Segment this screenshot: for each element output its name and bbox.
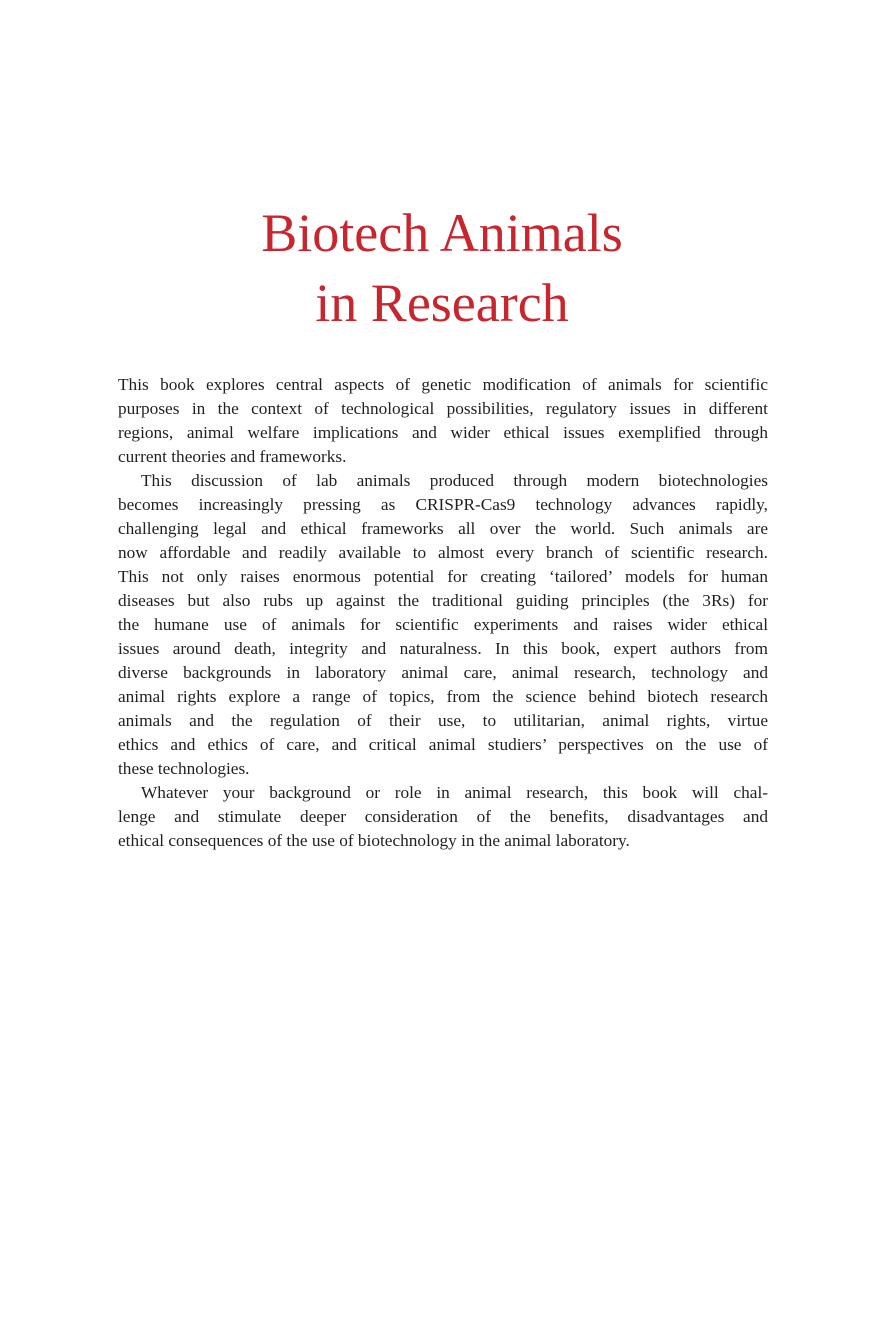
text-line: the humane use of animals for scientific experiments and raises wider ethical (118, 615, 768, 634)
text-line: these technologies. (118, 759, 250, 778)
text-line: animals and the regulation of their use, to utilitarian, animal rights, virtue (118, 711, 768, 730)
text-line: diseases but also rubs up against the traditional guiding principles (the 3Rs) for (118, 591, 768, 610)
book-title (0, 198, 884, 338)
text-line: This book explores central aspects of genetic modification of animals for scientific (118, 375, 768, 394)
text-line: This discussion of lab animals produced through modern biotechnologies (141, 471, 768, 490)
text-line: current theories and frameworks. (118, 447, 347, 466)
blurb-text (118, 373, 768, 853)
text-line: ethics and ethics of care, and critical animal studiers’ perspectives on the use of (118, 735, 768, 754)
text-line: becomes increasingly pressing as CRISPR-Cas9 technology advances rapidly, (118, 495, 768, 514)
text-line: purposes in the context of technological possibilities, regulatory issues in different (118, 399, 768, 418)
text-line: lenge and stimulate deeper consideration of the benefits, disadvantages and (118, 807, 768, 826)
text-line: This not only raises enormous potential for creating ‘tailored’ models for human (118, 567, 768, 586)
paragraph (118, 373, 768, 469)
text-line: Whatever your background or role in animal research, this book will chal- (141, 783, 768, 802)
text-line: diverse backgrounds in laboratory animal care, animal research, technology and (118, 663, 768, 682)
title-line-2: in Research (315, 273, 569, 333)
text-line: regions, animal welfare implications and wider ethical issues exemplified through (118, 423, 768, 442)
paragraph (118, 781, 768, 853)
paragraph (118, 469, 768, 781)
text-line: issues around death, integrity and naturalness. In this book, expert authors from (118, 639, 768, 658)
text-line: ethical consequences of the use of biotechnology in the animal laboratory. (118, 831, 630, 850)
text-line: now affordable and readily available to almost every branch of scientific research. (118, 543, 768, 562)
text-line: animal rights explore a range of topics, from the science behind biotech research (118, 687, 768, 706)
title-line-1: Biotech Animals (261, 203, 623, 263)
text-line: challenging legal and ethical frameworks all over the world. Such animals are (118, 519, 768, 538)
